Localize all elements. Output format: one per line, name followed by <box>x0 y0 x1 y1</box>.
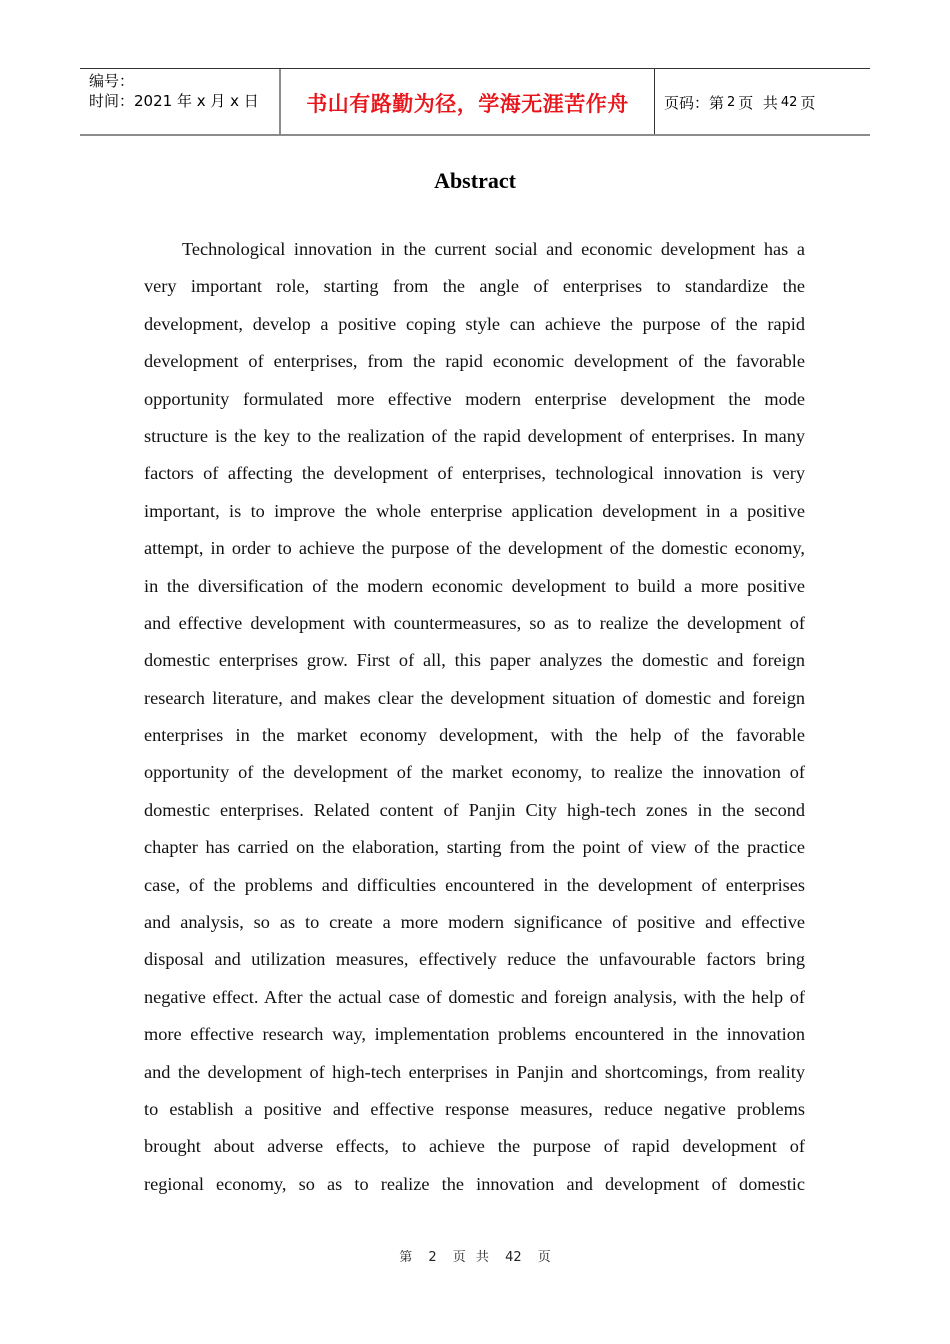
footer-prefix: 第 <box>399 1250 413 1265</box>
text-line: very important role, starting from the angle of enterprises to standardize the <box>144 276 805 297</box>
page-prefix: 页码：第 <box>664 93 725 112</box>
footer-current-page: 2 <box>428 1250 437 1265</box>
text-line: in the diversification of the modern economic development to build a more positive <box>144 575 805 596</box>
text-line: development, develop a positive coping style can achieve the purpose of the rapid <box>144 313 805 334</box>
text-line: and the development of high-tech enterprises in Panjin and shortcomings, from reality <box>144 1061 805 1082</box>
text-line: chapter has carried on the elaboration, starting from the point of view of the practice <box>144 837 805 858</box>
page-footer <box>0 1246 950 1265</box>
serial-number-label: 编号： <box>89 72 135 90</box>
text-line: structure is the key to the realization of the rapid development of enterprises. In many <box>144 425 805 446</box>
text-line: brought about adverse effects, to achieve the purpose of rapid development of <box>144 1136 805 1157</box>
date-label: 时间：2021 年 x 月 x 日 <box>89 92 259 110</box>
header-page-cell <box>655 69 870 134</box>
text-line: enterprises in the market economy development, with the help of the favorable <box>144 725 805 746</box>
page-header <box>80 68 870 136</box>
text-line: more effective research way, implementation problems encountered in the innovation <box>144 1024 805 1045</box>
page-current: 2 <box>727 94 736 110</box>
page-mid: 页 共 <box>738 93 778 112</box>
header-meta-cell <box>80 69 281 134</box>
abstract-body <box>144 231 805 1203</box>
text-line: opportunity formulated more effective modern enterprise development the mode <box>144 388 805 409</box>
text-line: domestic enterprises. Related content of Panjin City high-tech zones in the second <box>144 799 805 820</box>
text-line: domestic enterprises grow. First of all, this paper analyzes the domestic and foreign <box>144 650 805 671</box>
text-line: development of enterprises, from the rapid economic development of the favorable <box>144 351 805 372</box>
text-line: to establish a positive and effective response measures, reduce negative problems <box>144 1098 805 1119</box>
footer-suffix: 页 <box>537 1250 551 1265</box>
text-line: opportunity of the development of the market economy, to realize the innovation of <box>144 762 805 783</box>
text-line: research literature, and makes clear the development situation of domestic and foreign <box>144 687 805 708</box>
text-line: case, of the problems and difficulties encountered in the development of enterprises <box>144 874 805 895</box>
text-line: factors of affecting the development of enterprises, technological innovation is very <box>144 463 805 484</box>
text-line: important, is to improve the whole enterprise application development in a positive <box>144 500 805 521</box>
text-line: attempt, in order to achieve the purpose of the development of the domestic economy, <box>144 538 805 559</box>
text-line: regional economy, so as to realize the innovation and development of domestic <box>144 1173 805 1194</box>
text-line: and analysis, so as to create a more modern significance of positive and effective <box>144 912 805 933</box>
header-motto-cell <box>281 69 655 134</box>
footer-mid: 页 共 <box>452 1250 489 1265</box>
abstract-title: Abstract <box>434 168 516 193</box>
text-line: negative effect. After the actual case of domestic and foreign analysis, with the help of <box>144 986 805 1007</box>
footer-total-pages: 42 <box>505 1250 522 1265</box>
page-suffix: 页 <box>800 93 816 112</box>
motto-text: 书山有路勤为径，学海无涯苦作舟 <box>306 91 629 116</box>
text-line: Technological innovation in the current social and economic development has a <box>182 239 805 259</box>
page-total: 42 <box>780 94 798 110</box>
text-line: disposal and utilization measures, effectively reduce the unfavourable factors bring <box>144 949 805 970</box>
text-line: and effective development with countermeasures, so as to realize the development of <box>144 612 805 633</box>
